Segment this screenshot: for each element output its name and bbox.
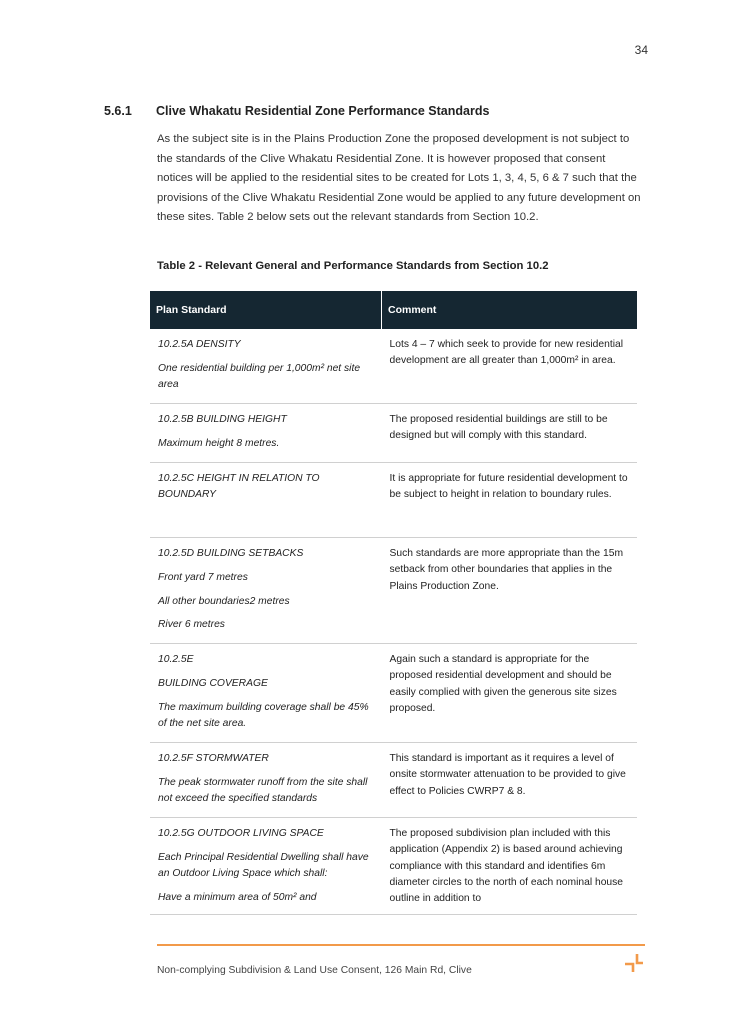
standard-line: One residential building per 1,000m² net site area bbox=[158, 362, 361, 391]
comment-cell: The proposed subdivision plan included with this application (Appendix 2) is based around achieving compliance with this standard and identifies 6m diameter circles to the north of each nominal house outline in addition to bbox=[382, 818, 638, 915]
standard-line: BUILDING COVERAGE bbox=[158, 677, 268, 689]
standard-line: 10.2.5E bbox=[158, 654, 194, 665]
comment-cell: Lots 4 – 7 which seek to provide for new residential development are all greater than 1,000m² in area. bbox=[382, 329, 638, 404]
standard-line: The maximum building coverage shall be 45% of the net site area. bbox=[158, 701, 369, 729]
section-heading bbox=[104, 104, 489, 118]
table-row bbox=[150, 538, 637, 644]
comment-cell: The proposed residential buildings are still to be designed but will comply with this standard. bbox=[382, 404, 638, 463]
standard-line: The peak stormwater runoff from the site shall not exceed the specified standards bbox=[158, 776, 368, 805]
standard-cell bbox=[150, 538, 382, 644]
table-row bbox=[150, 644, 637, 743]
table-row bbox=[150, 329, 637, 404]
standard-line: Front yard 7 metres bbox=[158, 571, 248, 583]
corner-bracket-logo-icon bbox=[624, 953, 644, 973]
intro-paragraph: As the subject site is in the Plains Production Zone the proposed development is not subject to the standards of the Clive Whakatu Residential Zone. It is however proposed that consent notices will be applied to the residential sites to be created for Lots 1, 3, 4, 5, 6 & 7 such that the provisions of the Clive Whakatu Residential Zone would be applied to any future development on these sites. Table 2 below sets out the relevant standards from Section 10.2. bbox=[157, 133, 641, 224]
standard-cell bbox=[150, 404, 382, 463]
comment-cell: Again such a standard is appropriate for the proposed residential development and should be easily complied with given the generous site sizes proposed. bbox=[382, 644, 638, 743]
standard-line: Maximum height 8 metres. bbox=[158, 437, 280, 449]
section-number: 5.6.1 bbox=[104, 104, 132, 118]
table-row bbox=[150, 404, 637, 463]
standard-cell bbox=[150, 644, 382, 743]
standard-line: River 6 metres bbox=[158, 619, 225, 631]
standard-line: 10.2.5A DENSITY bbox=[158, 339, 241, 350]
standard-line: 10.2.5B BUILDING HEIGHT bbox=[158, 414, 287, 425]
standard-line: 10.2.5G OUTDOOR LIVING SPACE bbox=[158, 828, 324, 839]
page-number: 34 bbox=[634, 43, 648, 57]
standards-table bbox=[150, 291, 637, 915]
standard-line: All other boundaries2 metres bbox=[158, 595, 290, 607]
table-header-row bbox=[150, 291, 637, 329]
comment-cell: It is appropriate for future residential development to be subject to height in relation to boundary rules. bbox=[382, 463, 638, 538]
table-row bbox=[150, 818, 637, 915]
comment-cell: This standard is important as it requires a level of onsite stormwater attenuation to be provided to give effect to Policies CWRP7 & 8. bbox=[382, 743, 638, 818]
header-comment: Comment bbox=[382, 291, 638, 329]
standard-cell bbox=[150, 743, 382, 818]
footer-text: Non-complying Subdivision & Land Use Consent, 126 Main Rd, Clive bbox=[157, 965, 472, 976]
standard-line: Each Principal Residential Dwelling shall have an Outdoor Living Space which shall: bbox=[158, 851, 369, 880]
header-plan-standard: Plan Standard bbox=[150, 291, 382, 329]
standard-line: 10.2.5D BUILDING SETBACKS bbox=[158, 548, 304, 559]
table-caption: Table 2 - Relevant General and Performance Standards from Section 10.2 bbox=[157, 260, 549, 272]
section-title: Clive Whakatu Residential Zone Performance Standards bbox=[156, 104, 490, 118]
standard-cell bbox=[150, 818, 382, 915]
table-row bbox=[150, 743, 637, 818]
standard-line: Have a minimum area of 50m² and bbox=[158, 891, 317, 903]
table-row bbox=[150, 463, 637, 538]
standard-line: 10.2.5F STORMWATER bbox=[158, 753, 269, 764]
standard-cell bbox=[150, 329, 382, 404]
comment-cell: Such standards are more appropriate than the 15m setback from other boundaries that applies in the Plains Production Zone. bbox=[382, 538, 638, 644]
footer-divider bbox=[157, 944, 645, 946]
standard-line: 10.2.5C HEIGHT IN RELATION TO BOUNDARY bbox=[158, 473, 320, 501]
standard-cell bbox=[150, 463, 382, 538]
